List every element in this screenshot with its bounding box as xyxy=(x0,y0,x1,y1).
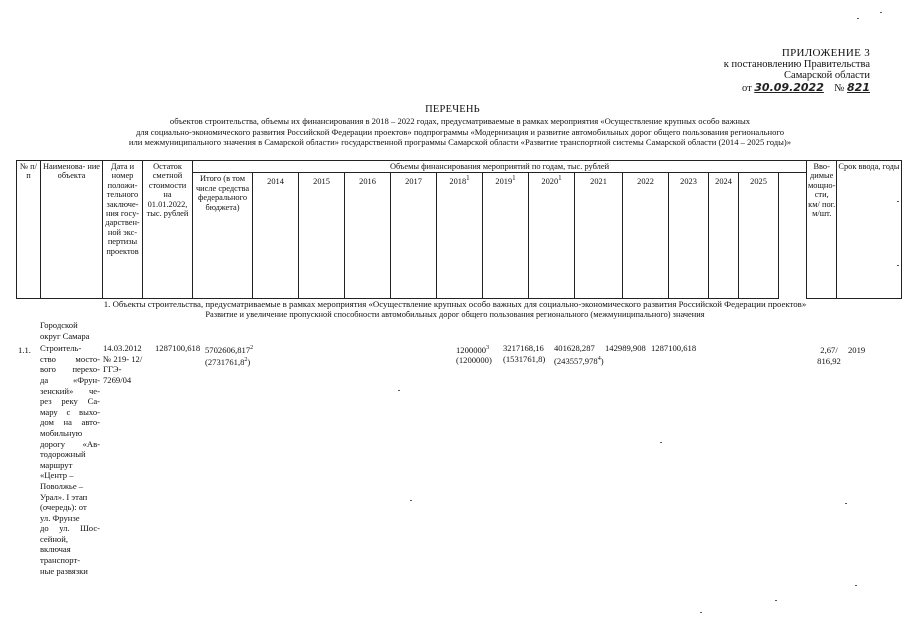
scan-speck xyxy=(700,612,702,613)
header-year-2024: 2024 xyxy=(709,173,739,299)
annex-block xyxy=(700,48,870,94)
scan-speck xyxy=(897,265,899,266)
header-year-2017: 2017 xyxy=(391,173,437,299)
from-label: от xyxy=(741,83,752,94)
header-capacity: Вво- димые мощно- сти, км/ пог. м/шт. xyxy=(807,161,837,299)
scan-speck xyxy=(398,390,400,391)
header-year-2015: 2015 xyxy=(299,173,345,299)
number-label: № xyxy=(834,83,845,94)
header-volumes: Объемы финансирования мероприятий по годам, тыс. рублей xyxy=(193,161,807,173)
header-object-name: Наименова- ние объекта xyxy=(41,161,103,299)
scan-speck xyxy=(410,500,412,501)
header-year-2018: 2018$^1$ xyxy=(437,173,483,299)
value-2020: 401628,287 (243557,978$^4$) xyxy=(554,343,604,366)
header-year-2023: 2023 xyxy=(669,173,709,299)
subtitle-line-3: или межмуниципального значения в Самарской области» государственной программы Самарской области «Развитие транспортной системы Самарской области (2014 – 2025 годы)» xyxy=(128,137,792,147)
scan-speck xyxy=(897,201,899,202)
header-year-2022: 2022 xyxy=(623,173,669,299)
header-year-2019: 2019$^1$ xyxy=(483,173,529,299)
handwritten-date: 30.09.2022 xyxy=(754,81,824,94)
object-name: Строитель- ство мосто- вого перехо- да «Фрун- зенский» че- рез реку Са- мару с выхо- дом на авто- мобильную дорогу «Ав- тодорожный маршрут «Центр – Поволжье – Урал». I этап (очередь): от ул. Фрунзе до ул. Шос- сейной, включая транспорт- ные развязки xyxy=(40,343,100,576)
header-total: Итого (в том числе средства федерального бюджета) xyxy=(193,173,253,299)
term-value: 2019 xyxy=(848,345,866,355)
value-2019: 3217168,16 (1531761,8) xyxy=(503,343,546,364)
value-2021: 142989,908 xyxy=(605,343,646,353)
object-name-block xyxy=(40,320,100,576)
annex-date-line xyxy=(700,82,870,94)
header-year-2025: 2025 xyxy=(739,173,779,299)
district-label: Городской округ Самара xyxy=(40,320,90,341)
header-year-2020: 2020$^1$ xyxy=(529,173,575,299)
document-subtitle xyxy=(60,116,860,148)
header-year-2021: 2021 xyxy=(575,173,623,299)
header-num: № п/п xyxy=(17,161,41,299)
section-heading: 1. Объекты строительства, предусматриваемые в рамках мероприятия «Осуществление крупных особо важных для социально-экономического развития Российской Федерации проектов» xyxy=(103,299,807,309)
handwritten-number: 821 xyxy=(847,81,870,94)
scan-speck xyxy=(845,503,847,504)
document-title: ПЕРЕЧЕНЬ xyxy=(425,104,480,115)
subtitle-line-2: для социально-экономического развития Российской Федерации проектов» подпрограммы «Модернизация и развитие автомобильных дорог общего пользования регионального xyxy=(135,126,785,137)
remaining-cost-value: 1287100,618 xyxy=(155,343,201,353)
header-term: Срок ввода, годы xyxy=(837,161,901,299)
annex-line-2: Самарской области xyxy=(784,70,870,81)
scan-speck xyxy=(775,600,777,601)
expertise-value: 14.03.2012 № 219- 12/ГГЭ- 7269/04 xyxy=(103,343,143,385)
header-year-2014: 2014 xyxy=(253,173,299,299)
section-subheading: Развитие и увеличение пропускной способности автомобильных дорог общего пользования регионального (межмуниципального) значения xyxy=(205,310,705,319)
total-value: 5702606,817$^2$ (2731761,8$^2$) xyxy=(205,344,254,368)
header-year-2016: 2016 xyxy=(345,173,391,299)
value-2018: 1200000$^3$ (1200000) xyxy=(456,344,492,366)
value-2022: 1287100,618 xyxy=(651,343,697,353)
subtitle-line-1: объектов строительства, объемы их финансирования в 2018 – 2022 годах, предусматриваемые в рамках мероприятия «Осуществление крупных особо важных xyxy=(169,116,751,126)
scan-speck xyxy=(857,18,859,19)
annex-title: ПРИЛОЖЕНИЕ 3 xyxy=(781,47,870,59)
annex-line-1: к постановлению Правительства xyxy=(723,59,870,70)
scan-speck xyxy=(880,12,882,13)
scan-speck xyxy=(660,442,662,443)
scan-speck xyxy=(855,585,857,586)
financing-table-header xyxy=(16,160,902,299)
header-remaining-cost: Остаток сметной стоимости на 01.01.2022, тыс. рублей xyxy=(143,161,193,299)
header-expertise: Дата и номер положи- тельного заключе- ния госу- дарствен- ной экс- пертизы проектов xyxy=(103,161,143,299)
row-number: 1.1. xyxy=(18,345,31,355)
capacity-value: 2,67/ 816,92 xyxy=(817,345,841,366)
